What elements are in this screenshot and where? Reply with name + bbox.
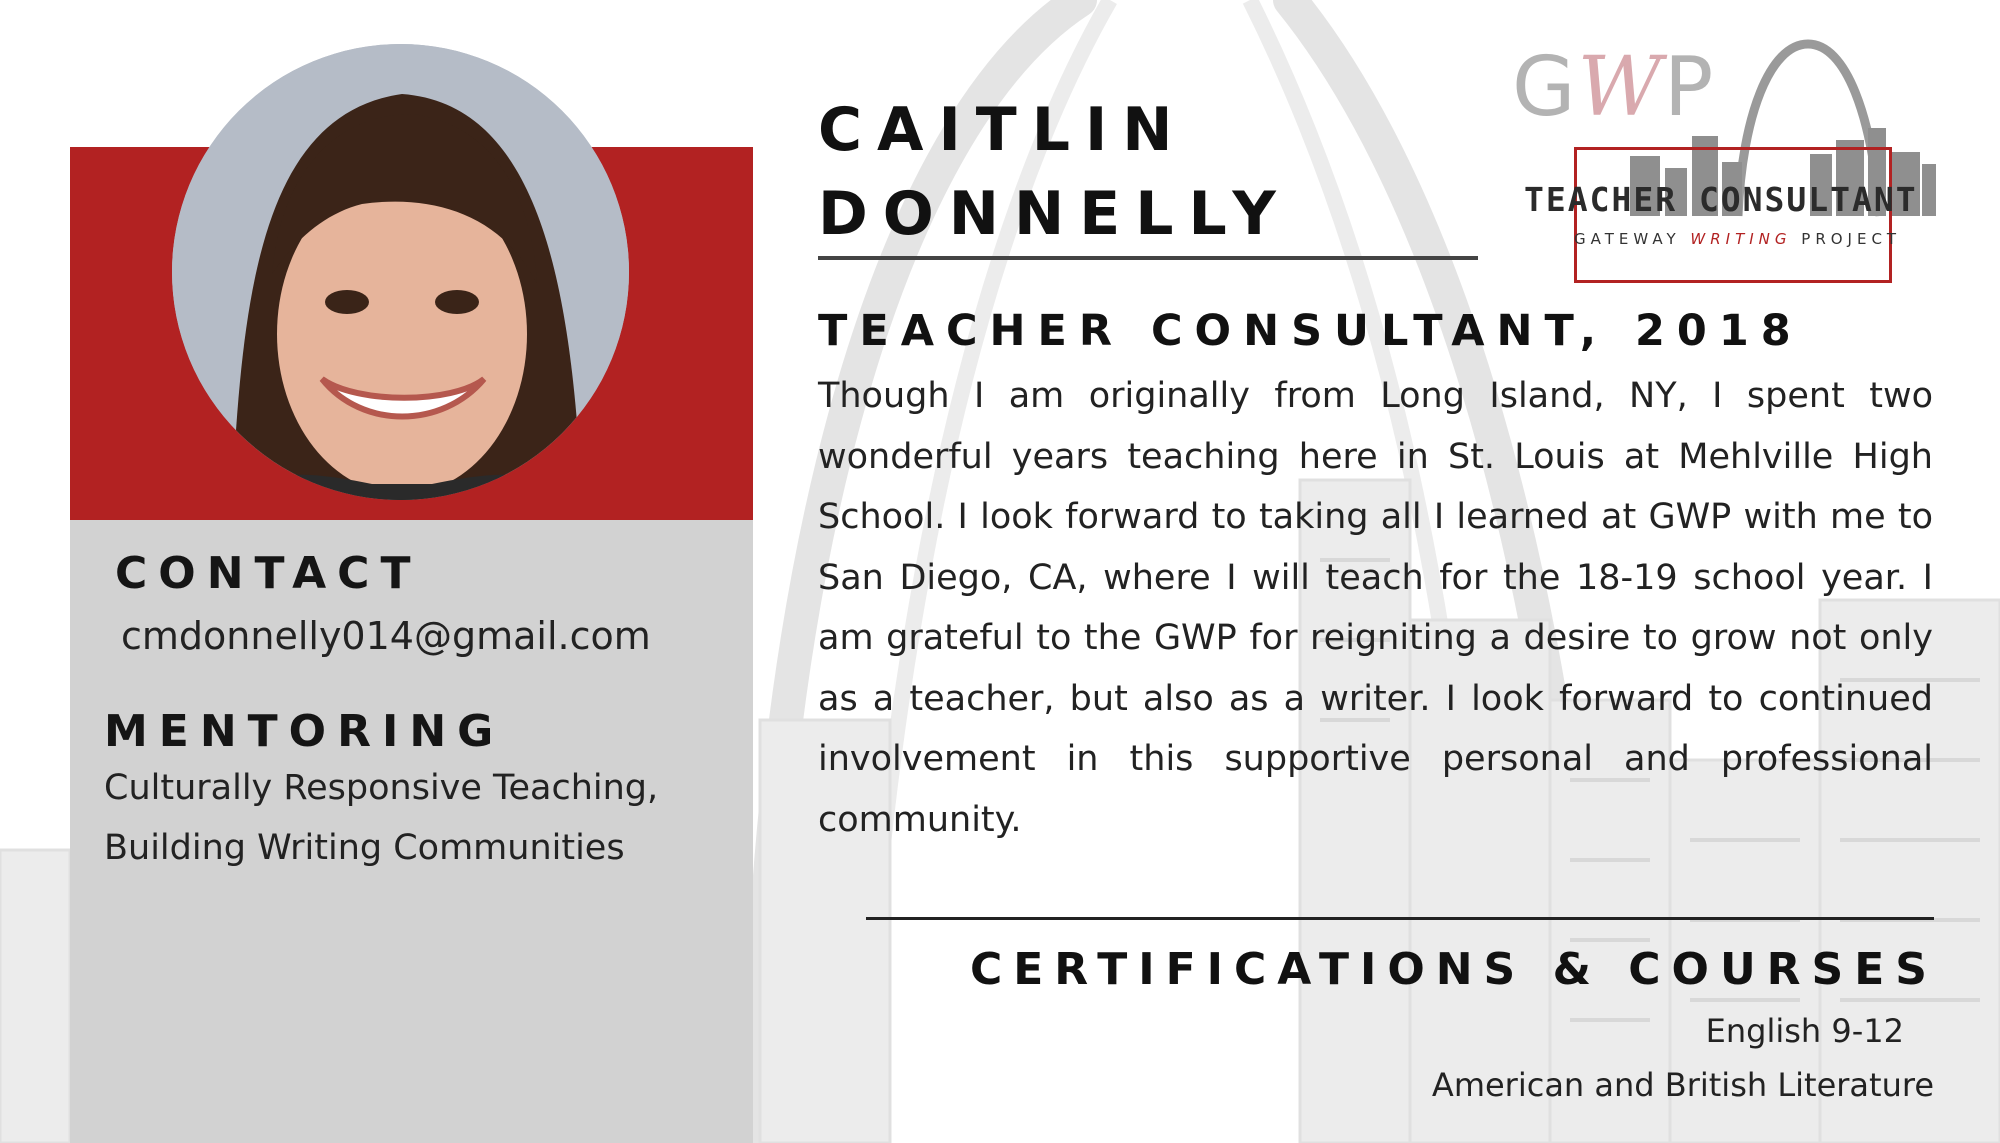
name-divider xyxy=(818,256,1478,260)
certification-item-2: American and British Literature xyxy=(1431,1066,1934,1104)
mentoring-line-2: Building Writing Communities xyxy=(104,828,625,868)
contact-heading: CONTACT xyxy=(115,548,422,599)
logo-letter-p: P xyxy=(1663,40,1716,135)
certifications-divider xyxy=(866,917,1934,920)
logo-letter-w: W xyxy=(1577,40,1664,135)
portrait-image xyxy=(172,44,629,500)
logo-sub-after: PROJECT xyxy=(1791,230,1902,248)
logo-subtitle xyxy=(1574,230,1902,248)
role-title: TEACHER CONSULTANT, 2018 xyxy=(818,306,1803,356)
logo-sub-before: GATEWAY xyxy=(1574,230,1691,248)
profile-photo xyxy=(172,44,629,500)
certifications-heading: CERTIFICATIONS & COURSES xyxy=(969,944,1938,995)
gwp-logo xyxy=(1510,36,1940,286)
logo-letter-g: G xyxy=(1512,40,1578,135)
mentoring-line-1: Culturally Responsive Teaching, xyxy=(104,768,659,808)
last-name: DONNELLY xyxy=(818,179,1291,249)
certification-item-1: English 9-12 xyxy=(1705,1012,1904,1050)
logo-title: TEACHER CONSULTANT xyxy=(1524,180,1918,219)
contact-email-link[interactable]: cmdonnelly014@gmail.com xyxy=(121,614,651,658)
mentoring-heading: MENTORING xyxy=(104,706,505,757)
bio-paragraph: Though I am originally from Long Island, NY, I spent two wonderful years teaching here in St. Louis at Mehlville High School. I look forward to taking all I learned at GWP with me to San Diego, CA, where I will teach for the 18-19 school year. I am grateful to the GWP for reigniting a desire to grow not only as a teacher, but also as a writer. I look forward to continued involvement in this supportive personal and professional community. xyxy=(818,376,1933,840)
logo-sub-highlight: WRITING xyxy=(1690,230,1792,248)
profile-name xyxy=(818,88,1291,256)
first-name: CAITLIN xyxy=(818,95,1188,165)
